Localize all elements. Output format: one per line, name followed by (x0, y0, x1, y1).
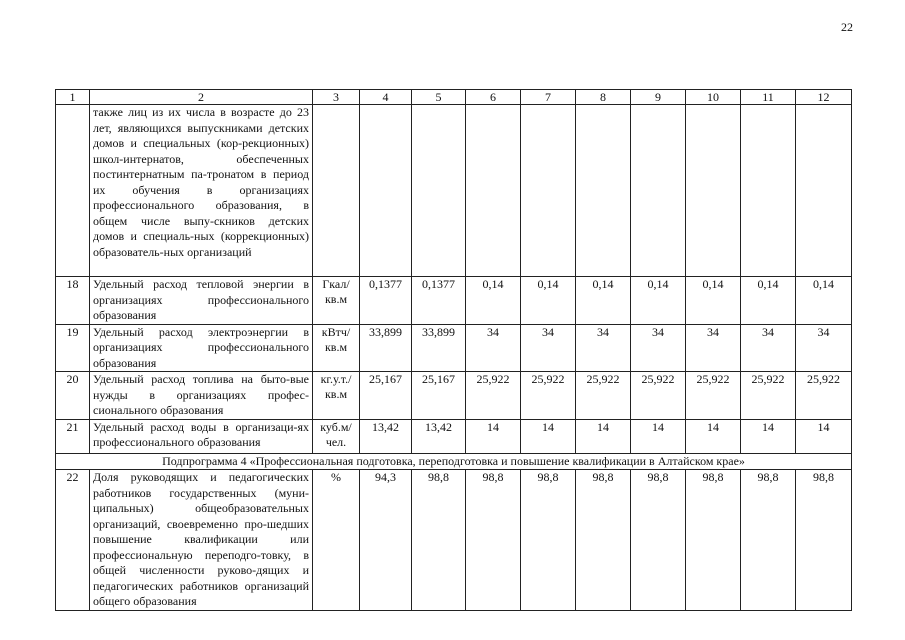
value-cell (412, 105, 466, 277)
value-cell: 34 (521, 324, 576, 372)
column-header: 7 (521, 90, 576, 105)
column-header: 11 (741, 90, 796, 105)
column-header: 4 (360, 90, 412, 105)
column-header: 6 (466, 90, 521, 105)
value-cell (576, 105, 631, 277)
table-row (56, 419, 852, 453)
indicator-description: Удельный расход электроэнергии в организациях профессионального образования (90, 324, 313, 372)
value-cell: 0,1377 (360, 277, 412, 325)
value-cell: 25,922 (741, 372, 796, 420)
value-cell: 25,922 (631, 372, 686, 420)
table-row (56, 277, 852, 325)
value-cell: 14 (741, 419, 796, 453)
column-header: 8 (576, 90, 631, 105)
value-cell: 14 (796, 419, 852, 453)
value-cell: 0,14 (576, 277, 631, 325)
unit: куб.м/чел. (313, 419, 360, 453)
value-cell: 25,922 (576, 372, 631, 420)
column-header: 3 (313, 90, 360, 105)
value-cell: 98,8 (576, 470, 631, 611)
value-cell: 0,14 (741, 277, 796, 325)
value-cell: 14 (521, 419, 576, 453)
column-header: 10 (686, 90, 741, 105)
value-cell: 14 (576, 419, 631, 453)
unit-cell (313, 105, 360, 277)
value-cell: 14 (466, 419, 521, 453)
value-cell: 13,42 (360, 419, 412, 453)
table-row (56, 470, 852, 611)
value-cell: 0,1377 (412, 277, 466, 325)
row-number: 19 (56, 324, 90, 372)
value-cell: 34 (741, 324, 796, 372)
value-cell: 25,922 (466, 372, 521, 420)
row-number-cell (56, 105, 90, 277)
value-cell: 0,14 (796, 277, 852, 325)
value-cell: 34 (466, 324, 521, 372)
unit: Гкал/кв.м (313, 277, 360, 325)
value-cell: 98,8 (741, 470, 796, 611)
value-cell: 0,14 (631, 277, 686, 325)
value-cell: 98,8 (631, 470, 686, 611)
page-number: 22 (841, 20, 853, 34)
column-number-row (56, 90, 852, 105)
value-cell (741, 105, 796, 277)
indicator-description: Удельный расход тепловой энергии в организациях профессионального образования (90, 277, 313, 325)
subprogram-row (56, 453, 852, 470)
value-cell: 25,922 (686, 372, 741, 420)
indicator-description: также лиц из их числа в возрасте до 23 лет, являющихся выпускниками детских домов и специальных (кор-рекционных) школ-интернатов, обеспеченных постинтернатным па-тронатом в период их обучения в организациях профессионального образования, в общем числе выпу-скников детских домов и специаль-ных (коррекционных) образователь-ных организаций (90, 105, 313, 277)
indicator-description: Удельный расход топлива на быто-вые нужды в организациях профес-сионального образования (90, 372, 313, 420)
value-cell: 0,14 (686, 277, 741, 325)
column-header: 9 (631, 90, 686, 105)
column-header: 5 (412, 90, 466, 105)
value-cell: 98,8 (412, 470, 466, 611)
value-cell: 98,8 (686, 470, 741, 611)
row-number: 20 (56, 372, 90, 420)
value-cell: 34 (576, 324, 631, 372)
value-cell: 33,899 (412, 324, 466, 372)
value-cell: 25,922 (521, 372, 576, 420)
column-header: 12 (796, 90, 852, 105)
unit: кг.у.т./кв.м (313, 372, 360, 420)
value-cell (521, 105, 576, 277)
column-header: 1 (56, 90, 90, 105)
value-cell (686, 105, 741, 277)
column-header: 2 (90, 90, 313, 105)
value-cell: 33,899 (360, 324, 412, 372)
value-cell (631, 105, 686, 277)
indicator-description: Доля руководящих и педагогических работников государственных (муни-ципальных) общеобразовательных организаций, своевременно про-шедших повышение квалификации или профессиональную переподго-товку, в общей численности руково-дящих и педагогических работников организаций общего образования (90, 470, 313, 611)
value-cell: 25,167 (360, 372, 412, 420)
indicator-description: Удельный расход воды в организаци-ях профессионального образования (90, 419, 313, 453)
row-number: 18 (56, 277, 90, 325)
value-cell: 34 (686, 324, 741, 372)
value-cell: 25,167 (412, 372, 466, 420)
value-cell (360, 105, 412, 277)
value-cell (796, 105, 852, 277)
value-cell: 34 (631, 324, 686, 372)
value-cell: 34 (796, 324, 852, 372)
value-cell: 0,14 (466, 277, 521, 325)
value-cell: 14 (686, 419, 741, 453)
value-cell: 14 (631, 419, 686, 453)
value-cell: 25,922 (796, 372, 852, 420)
value-cell: 0,14 (521, 277, 576, 325)
value-cell: 13,42 (412, 419, 466, 453)
indicators-table (55, 89, 852, 611)
value-cell: 98,8 (796, 470, 852, 611)
table-row (56, 372, 852, 420)
table-row (56, 324, 852, 372)
table-row-continuation (56, 105, 852, 277)
unit: кВтч/кв.м (313, 324, 360, 372)
row-number: 22 (56, 470, 90, 611)
value-cell: 98,8 (466, 470, 521, 611)
unit: % (313, 470, 360, 611)
value-cell: 94,3 (360, 470, 412, 611)
row-number: 21 (56, 419, 90, 453)
value-cell (466, 105, 521, 277)
subprogram-title: Подпрограмма 4 «Профессиональная подготовка, переподготовка и повышение квалификации в Алтайском крае» (56, 453, 852, 470)
value-cell: 98,8 (521, 470, 576, 611)
